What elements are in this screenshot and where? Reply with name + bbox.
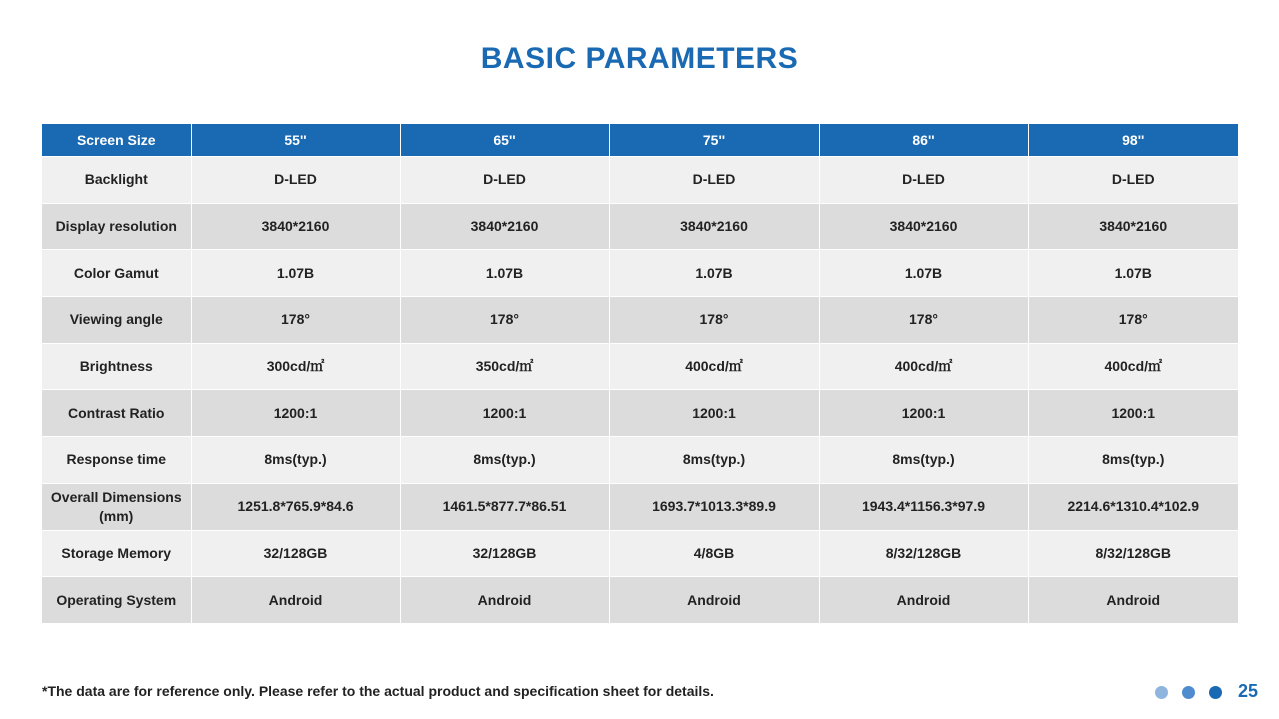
table-row bbox=[42, 157, 1238, 204]
page-indicator-dots bbox=[1155, 686, 1222, 699]
header-cell-98: 98'' bbox=[1028, 124, 1238, 157]
table-cell: 178° bbox=[400, 297, 609, 344]
table-cell: 8ms(typ.) bbox=[1028, 437, 1238, 484]
row-label: Color Gamut bbox=[42, 250, 191, 297]
header-cell-75: 75'' bbox=[609, 124, 819, 157]
table-cell: 1200:1 bbox=[191, 390, 400, 437]
table-cell: 3840*2160 bbox=[819, 203, 1028, 250]
table-cell: Android bbox=[609, 577, 819, 624]
table-row bbox=[42, 530, 1238, 577]
table-cell: 1461.5*877.7*86.51 bbox=[400, 483, 609, 530]
spec-table bbox=[42, 124, 1238, 624]
table-cell: 300cd/㎡ bbox=[191, 343, 400, 390]
table-cell: 400cd/㎡ bbox=[1028, 343, 1238, 390]
row-label: Display resolution bbox=[42, 203, 191, 250]
table-cell: D-LED bbox=[400, 157, 609, 204]
row-label: Contrast Ratio bbox=[42, 390, 191, 437]
table-cell: 32/128GB bbox=[400, 530, 609, 577]
row-label: Backlight bbox=[42, 157, 191, 204]
table-cell: 3840*2160 bbox=[609, 203, 819, 250]
row-label: Response time bbox=[42, 437, 191, 484]
table-cell: 8/32/128GB bbox=[1028, 530, 1238, 577]
table-cell: 3840*2160 bbox=[1028, 203, 1238, 250]
footnote: *The data are for reference only. Please refer to the actual product and specification sheet for details. bbox=[42, 683, 714, 699]
header-cell-55: 55'' bbox=[191, 124, 400, 157]
table-cell: 1693.7*1013.3*89.9 bbox=[609, 483, 819, 530]
table-cell: 8/32/128GB bbox=[819, 530, 1028, 577]
row-label: Overall Dimensions (mm) bbox=[42, 483, 191, 530]
table-row bbox=[42, 390, 1238, 437]
table-cell: 8ms(typ.) bbox=[819, 437, 1028, 484]
table-cell: D-LED bbox=[609, 157, 819, 204]
table-row bbox=[42, 577, 1238, 624]
indicator-dot-icon bbox=[1209, 686, 1222, 699]
table-cell: Android bbox=[400, 577, 609, 624]
table-header-row bbox=[42, 124, 1238, 157]
table-cell: Android bbox=[819, 577, 1028, 624]
table-cell: 1.07B bbox=[609, 250, 819, 297]
table-cell: 1200:1 bbox=[1028, 390, 1238, 437]
table-cell: 178° bbox=[819, 297, 1028, 344]
table-cell: 1200:1 bbox=[400, 390, 609, 437]
table-cell: 1200:1 bbox=[609, 390, 819, 437]
table-cell: 2214.6*1310.4*102.9 bbox=[1028, 483, 1238, 530]
row-label: Brightness bbox=[42, 343, 191, 390]
table-row bbox=[42, 250, 1238, 297]
table-body bbox=[42, 157, 1238, 624]
table-cell: 400cd/㎡ bbox=[609, 343, 819, 390]
table-cell: 8ms(typ.) bbox=[191, 437, 400, 484]
table-cell: 350cd/㎡ bbox=[400, 343, 609, 390]
row-label: Operating System bbox=[42, 577, 191, 624]
table-cell: 3840*2160 bbox=[191, 203, 400, 250]
table-cell: 4/8GB bbox=[609, 530, 819, 577]
table-row bbox=[42, 437, 1238, 484]
indicator-dot-icon bbox=[1155, 686, 1168, 699]
table-cell: D-LED bbox=[1028, 157, 1238, 204]
table-cell: 178° bbox=[1028, 297, 1238, 344]
table-cell: 178° bbox=[609, 297, 819, 344]
header-cell-86: 86'' bbox=[819, 124, 1028, 157]
row-label: Viewing angle bbox=[42, 297, 191, 344]
indicator-dot-icon bbox=[1182, 686, 1195, 699]
table-cell: 400cd/㎡ bbox=[819, 343, 1028, 390]
table-cell: 8ms(typ.) bbox=[609, 437, 819, 484]
page-title: BASIC PARAMETERS bbox=[480, 42, 799, 75]
table-cell: 32/128GB bbox=[191, 530, 400, 577]
row-label: Storage Memory bbox=[42, 530, 191, 577]
table-row bbox=[42, 297, 1238, 344]
table-cell: 1.07B bbox=[191, 250, 400, 297]
table-cell: D-LED bbox=[819, 157, 1028, 204]
table-cell: 1200:1 bbox=[819, 390, 1028, 437]
table-cell: 1.07B bbox=[819, 250, 1028, 297]
table-cell: 1.07B bbox=[400, 250, 609, 297]
header-cell-label: Screen Size bbox=[42, 124, 191, 157]
table-cell: Android bbox=[1028, 577, 1238, 624]
page-number: 25 bbox=[1238, 681, 1259, 701]
header-cell-65: 65'' bbox=[400, 124, 609, 157]
table-row bbox=[42, 343, 1238, 390]
table-cell: 1.07B bbox=[1028, 250, 1238, 297]
table-row bbox=[42, 483, 1238, 530]
table-cell: 178° bbox=[191, 297, 400, 344]
table-cell: 8ms(typ.) bbox=[400, 437, 609, 484]
table-cell: Android bbox=[191, 577, 400, 624]
table-cell: 1943.4*1156.3*97.9 bbox=[819, 483, 1028, 530]
table-cell: 1251.8*765.9*84.6 bbox=[191, 483, 400, 530]
table-row bbox=[42, 203, 1238, 250]
table-cell: 3840*2160 bbox=[400, 203, 609, 250]
table-cell: D-LED bbox=[191, 157, 400, 204]
